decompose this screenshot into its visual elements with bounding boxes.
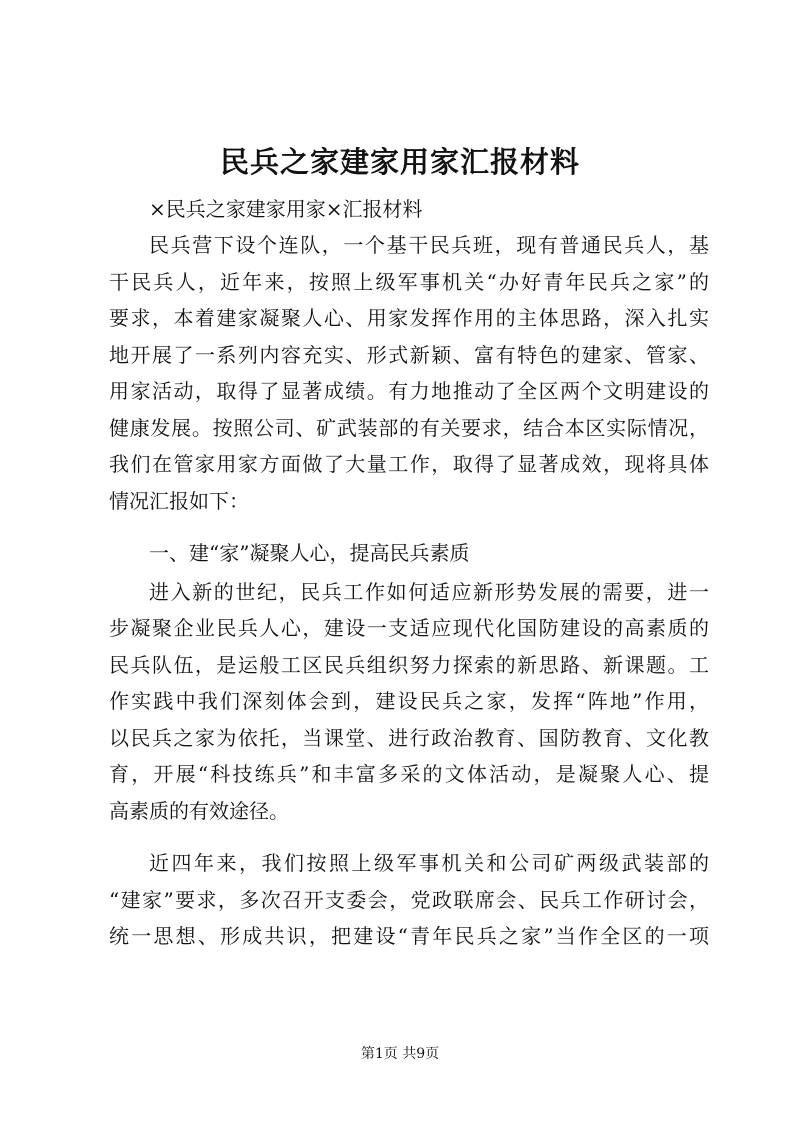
paragraph-line: 情况汇报如下： <box>109 489 249 513</box>
paragraph-line: 步凝聚企业民兵人心，建设一支适应现代化国防建设的高素质的 <box>109 616 709 640</box>
paragraph-line: “建家”要求，多次召开支委会，党政联席会、民兵工作研讨会， <box>109 888 709 912</box>
paragraph-line: 以民兵之家为依托，当课堂、进行政治教育、国防教育、文化教 <box>109 726 709 750</box>
paragraph-line: 近四年来，我们按照上级军事机关和公司矿两级武装部的 <box>149 851 709 875</box>
paragraph-line: 要求，本着建家凝聚人心、用家发挥作用的主体思路，深入扎实 <box>109 306 709 330</box>
document-title: 民兵之家建家用家汇报材料 <box>219 145 580 179</box>
paragraph-line: 高素质的有效途径。 <box>109 799 289 823</box>
paragraph-line: 健康发展。按照公司、矿武装部的有关要求，结合本区实际情况， <box>109 416 709 440</box>
paragraph-line: 作实践中我们深刻体会到，建设民兵之家，发挥“阵地”作用， <box>109 689 709 713</box>
paragraph-line: 育，开展“科技练兵”和丰富多采的文体活动，是凝聚人心、提 <box>109 762 709 786</box>
paragraph-line: 进入新的世纪，民兵工作如何适应新形势发展的需要，进一 <box>149 580 709 604</box>
paragraph-line: 地开展了一系列内容充实、形式新颖、富有特色的建家、管家、 <box>109 343 709 367</box>
paragraph-line: 干民兵人，近年来，按照上级军事机关“办好青年民兵之家”的 <box>109 270 709 294</box>
subtitle-line: ×民兵之家建家用家×汇报材料 <box>149 197 423 221</box>
page-footer: 第1页 共9页 <box>360 1046 440 1062</box>
paragraph-line: 民兵营下设个连队，一个基干民兵班，现有普通民兵人，基 <box>149 233 709 257</box>
paragraph-line: 我们在管家用家方面做了大量工作，取得了显著成效，现将具体 <box>109 452 709 476</box>
paragraph-line: 用家活动，取得了显著成绩。有力地推动了全区两个文明建设的 <box>109 379 709 403</box>
section-heading: 一、建“家”凝聚人心，提高民兵素质 <box>149 541 470 565</box>
paragraph-line: 民兵队伍，是运般工区民兵组织努力探索的新思路、新课题。工 <box>109 653 709 677</box>
paragraph-line: 统一思想、形成共识，把建设“青年民兵之家”当作全区的一项 <box>109 924 709 948</box>
